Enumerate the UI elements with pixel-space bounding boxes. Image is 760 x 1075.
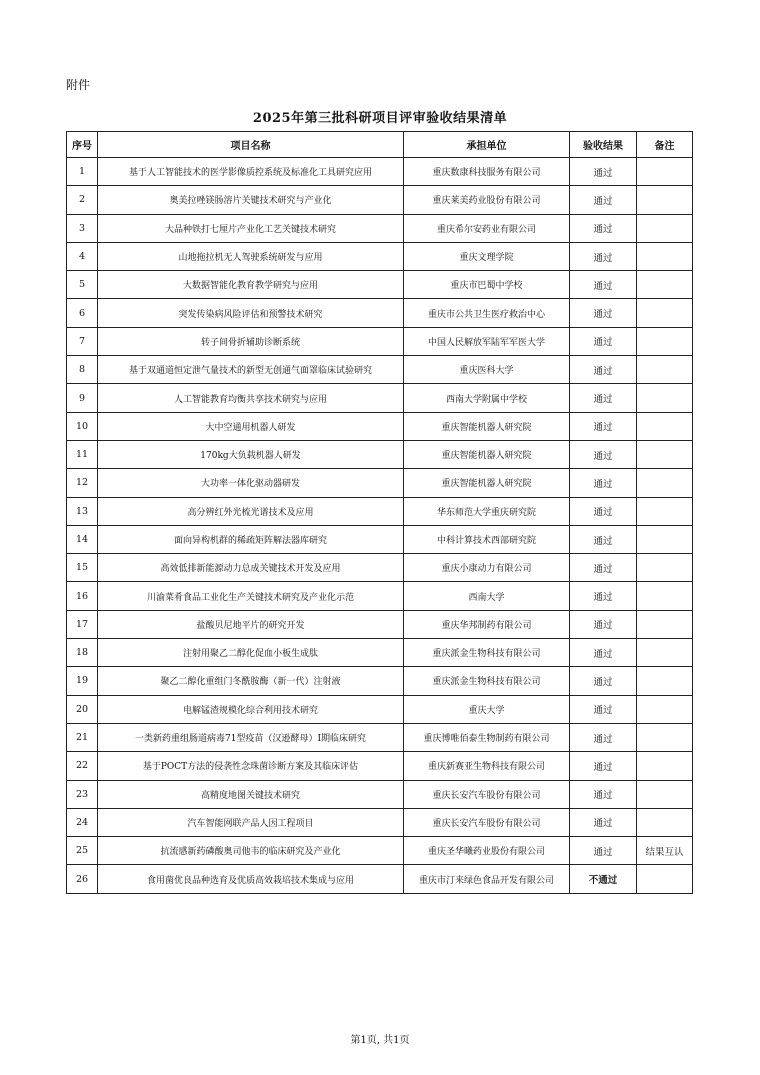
cell-project-name: 川渝菜肴食品工业化生产关键技术研究及产业化示范 — [98, 582, 404, 610]
cell-remark — [637, 525, 693, 553]
table-row — [67, 327, 693, 355]
cell-number: 15 — [67, 554, 98, 582]
cell-result: 通过 — [570, 525, 637, 553]
cell-project-name: 一类新药重组肠道病毒71型疫苗（汉逊酵母）I期临床研究 — [98, 723, 404, 751]
cell-number: 3 — [67, 214, 98, 242]
cell-number: 21 — [67, 723, 98, 751]
cell-remark — [637, 242, 693, 270]
cell-project-name: 电解锰渣规模化综合利用技术研究 — [98, 695, 404, 723]
cell-number: 23 — [67, 780, 98, 808]
cell-unit: 重庆派金生物科技有限公司 — [404, 639, 570, 667]
cell-number: 10 — [67, 412, 98, 440]
table-row — [67, 554, 693, 582]
table-row — [67, 808, 693, 836]
cell-result: 通过 — [570, 497, 637, 525]
cell-number: 12 — [67, 469, 98, 497]
cell-remark — [637, 865, 693, 893]
cell-unit: 重庆大学 — [404, 695, 570, 723]
cell-number: 7 — [67, 327, 98, 355]
attachment-label: 附件 — [66, 78, 91, 92]
cell-unit: 重庆数康科技服务有限公司 — [404, 158, 570, 186]
cell-number: 11 — [67, 440, 98, 468]
cell-result: 通过 — [570, 639, 637, 667]
cell-unit: 重庆智能机器人研究院 — [404, 440, 570, 468]
table-row — [67, 752, 693, 780]
cell-unit: 重庆智能机器人研究院 — [404, 412, 570, 440]
cell-result: 通过 — [570, 610, 637, 638]
cell-remark — [637, 610, 693, 638]
cell-unit: 重庆小康动力有限公司 — [404, 554, 570, 582]
column-header-remark: 备注 — [637, 132, 693, 158]
table-row — [67, 582, 693, 610]
table-row — [67, 440, 693, 468]
cell-number: 2 — [67, 186, 98, 214]
cell-remark — [637, 667, 693, 695]
table-row — [67, 610, 693, 638]
cell-project-name: 聚乙二醇化重组门冬酰胺酶（新一代）注射液 — [98, 667, 404, 695]
table-body — [67, 158, 693, 894]
cell-unit: 重庆市汀来绿色食品开发有限公司 — [404, 865, 570, 893]
cell-unit: 重庆文理学院 — [404, 242, 570, 270]
cell-project-name: 盐酸贝尼地平片的研究开发 — [98, 610, 404, 638]
cell-remark: 结果互认 — [637, 837, 693, 865]
cell-result: 通过 — [570, 384, 637, 412]
cell-remark — [637, 440, 693, 468]
cell-project-name: 基于POCT方法的侵袭性念珠菌诊断方案及其临床评估 — [98, 752, 404, 780]
cell-remark — [637, 780, 693, 808]
table-row — [67, 497, 693, 525]
cell-result: 通过 — [570, 299, 637, 327]
cell-remark — [637, 582, 693, 610]
cell-project-name: 高精度地图关键技术研究 — [98, 780, 404, 808]
cell-project-name: 大数据智能化教育教学研究与应用 — [98, 271, 404, 299]
cell-unit: 西南大学 — [404, 582, 570, 610]
cell-number: 26 — [67, 865, 98, 893]
cell-project-name: 突发传染病风险评估和预警技术研究 — [98, 299, 404, 327]
cell-unit: 重庆市巴蜀中学校 — [404, 271, 570, 299]
table-row — [67, 384, 693, 412]
cell-unit: 重庆希尔安药业有限公司 — [404, 214, 570, 242]
cell-project-name: 高效低排新能源动力总成关键技术开发及应用 — [98, 554, 404, 582]
cell-remark — [637, 356, 693, 384]
cell-project-name: 注射用聚乙二醇化促血小板生成肽 — [98, 639, 404, 667]
cell-unit: 中科计算技术西部研究院 — [404, 525, 570, 553]
cell-project-name: 人工智能教育均衡共享技术研究与应用 — [98, 384, 404, 412]
cell-project-name: 抗流感新药磷酸奥司他韦的临床研究及产业化 — [98, 837, 404, 865]
table-row — [67, 639, 693, 667]
cell-number: 25 — [67, 837, 98, 865]
table-row — [67, 299, 693, 327]
table-row — [67, 695, 693, 723]
cell-remark — [637, 412, 693, 440]
cell-result: 通过 — [570, 723, 637, 751]
cell-number: 19 — [67, 667, 98, 695]
table-row — [67, 412, 693, 440]
cell-unit: 重庆华邦制药有限公司 — [404, 610, 570, 638]
cell-result: 通过 — [570, 356, 637, 384]
cell-project-name: 汽车智能网联产品人因工程项目 — [98, 808, 404, 836]
document-title: 2025年第三批科研项目评审验收结果清单 — [252, 111, 508, 126]
cell-result: 通过 — [570, 808, 637, 836]
cell-unit: 西南大学附属中学校 — [404, 384, 570, 412]
table-row — [67, 865, 693, 893]
cell-number: 14 — [67, 525, 98, 553]
cell-remark — [637, 808, 693, 836]
table-row — [67, 271, 693, 299]
cell-remark — [637, 186, 693, 214]
table-row — [67, 186, 693, 214]
cell-result: 通过 — [570, 412, 637, 440]
cell-number: 5 — [67, 271, 98, 299]
cell-remark — [637, 158, 693, 186]
column-header-number: 序号 — [67, 132, 98, 158]
cell-result: 通过 — [570, 327, 637, 355]
cell-number: 17 — [67, 610, 98, 638]
table-row — [67, 667, 693, 695]
cell-project-name: 大功率一体化驱动器研发 — [98, 469, 404, 497]
cell-number: 18 — [67, 639, 98, 667]
cell-number: 9 — [67, 384, 98, 412]
column-header-unit: 承担单位 — [404, 132, 570, 158]
table-row — [67, 837, 693, 865]
cell-number: 4 — [67, 242, 98, 270]
cell-project-name: 奥美拉唑镁肠溶片关键技术研究与产业化 — [98, 186, 404, 214]
table-row — [67, 525, 693, 553]
cell-result: 通过 — [570, 554, 637, 582]
cell-remark — [637, 469, 693, 497]
cell-unit: 重庆博唯佰泰生物制药有限公司 — [404, 723, 570, 751]
cell-result: 通过 — [570, 752, 637, 780]
cell-number: 24 — [67, 808, 98, 836]
table-header-row — [67, 132, 693, 158]
column-header-result: 验收结果 — [570, 132, 637, 158]
cell-project-name: 食用菌优良品种选育及优质高效栽培技术集成与应用 — [98, 865, 404, 893]
cell-project-name: 基于双通道恒定泄气量技术的新型无创通气面罩临床试验研究 — [98, 356, 404, 384]
cell-result: 通过 — [570, 695, 637, 723]
cell-remark — [637, 271, 693, 299]
cell-remark — [637, 695, 693, 723]
results-table — [66, 131, 693, 894]
cell-remark — [637, 214, 693, 242]
column-header-project-name: 项目名称 — [98, 132, 404, 158]
cell-unit: 重庆新赛亚生物科技有限公司 — [404, 752, 570, 780]
cell-project-name: 基于人工智能技术的医学影像质控系统及标准化工具研究应用 — [98, 158, 404, 186]
cell-number: 20 — [67, 695, 98, 723]
cell-unit: 重庆莱美药业股份有限公司 — [404, 186, 570, 214]
cell-project-name: 高分辨红外光梳光谱技术及应用 — [98, 497, 404, 525]
cell-remark — [637, 639, 693, 667]
table-row — [67, 469, 693, 497]
cell-unit: 重庆长安汽车股份有限公司 — [404, 780, 570, 808]
cell-project-name: 大中空通用机器人研发 — [98, 412, 404, 440]
cell-result: 不通过 — [570, 865, 637, 893]
cell-result: 通过 — [570, 582, 637, 610]
cell-remark — [637, 327, 693, 355]
cell-remark — [637, 384, 693, 412]
cell-result: 通过 — [570, 186, 637, 214]
cell-number: 16 — [67, 582, 98, 610]
cell-unit: 重庆市公共卫生医疗救治中心 — [404, 299, 570, 327]
cell-project-name: 面向异构机群的稀疏矩阵解法器库研究 — [98, 525, 404, 553]
cell-unit: 重庆智能机器人研究院 — [404, 469, 570, 497]
cell-project-name: 山地拖拉机无人驾驶系统研发与应用 — [98, 242, 404, 270]
cell-result: 通过 — [570, 271, 637, 299]
cell-unit: 重庆长安汽车股份有限公司 — [404, 808, 570, 836]
cell-remark — [637, 752, 693, 780]
table-row — [67, 158, 693, 186]
table-row — [67, 780, 693, 808]
cell-project-name: 转子间骨折辅助诊断系统 — [98, 327, 404, 355]
cell-number: 6 — [67, 299, 98, 327]
table-row — [67, 242, 693, 270]
cell-number: 13 — [67, 497, 98, 525]
cell-result: 通过 — [570, 214, 637, 242]
cell-result: 通过 — [570, 780, 637, 808]
cell-result: 通过 — [570, 440, 637, 468]
table-row — [67, 214, 693, 242]
cell-result: 通过 — [570, 469, 637, 497]
cell-unit: 华东师范大学重庆研究院 — [404, 497, 570, 525]
cell-number: 22 — [67, 752, 98, 780]
cell-result: 通过 — [570, 242, 637, 270]
cell-unit: 中国人民解放军陆军军医大学 — [404, 327, 570, 355]
cell-remark — [637, 497, 693, 525]
cell-remark — [637, 554, 693, 582]
cell-number: 8 — [67, 356, 98, 384]
cell-unit: 重庆医科大学 — [404, 356, 570, 384]
cell-project-name: 大品种铁打七厘片产业化工艺关键技术研究 — [98, 214, 404, 242]
table-row — [67, 723, 693, 751]
cell-result: 通过 — [570, 837, 637, 865]
page-number: 第1页, 共1页 — [350, 1035, 410, 1046]
table-row — [67, 356, 693, 384]
cell-result: 通过 — [570, 667, 637, 695]
cell-unit: 重庆派金生物科技有限公司 — [404, 667, 570, 695]
cell-result: 通过 — [570, 158, 637, 186]
cell-remark — [637, 299, 693, 327]
cell-number: 1 — [67, 158, 98, 186]
cell-remark — [637, 723, 693, 751]
cell-unit: 重庆圣华曦药业股份有限公司 — [404, 837, 570, 865]
cell-project-name: 170kg大负载机器人研发 — [98, 440, 404, 468]
